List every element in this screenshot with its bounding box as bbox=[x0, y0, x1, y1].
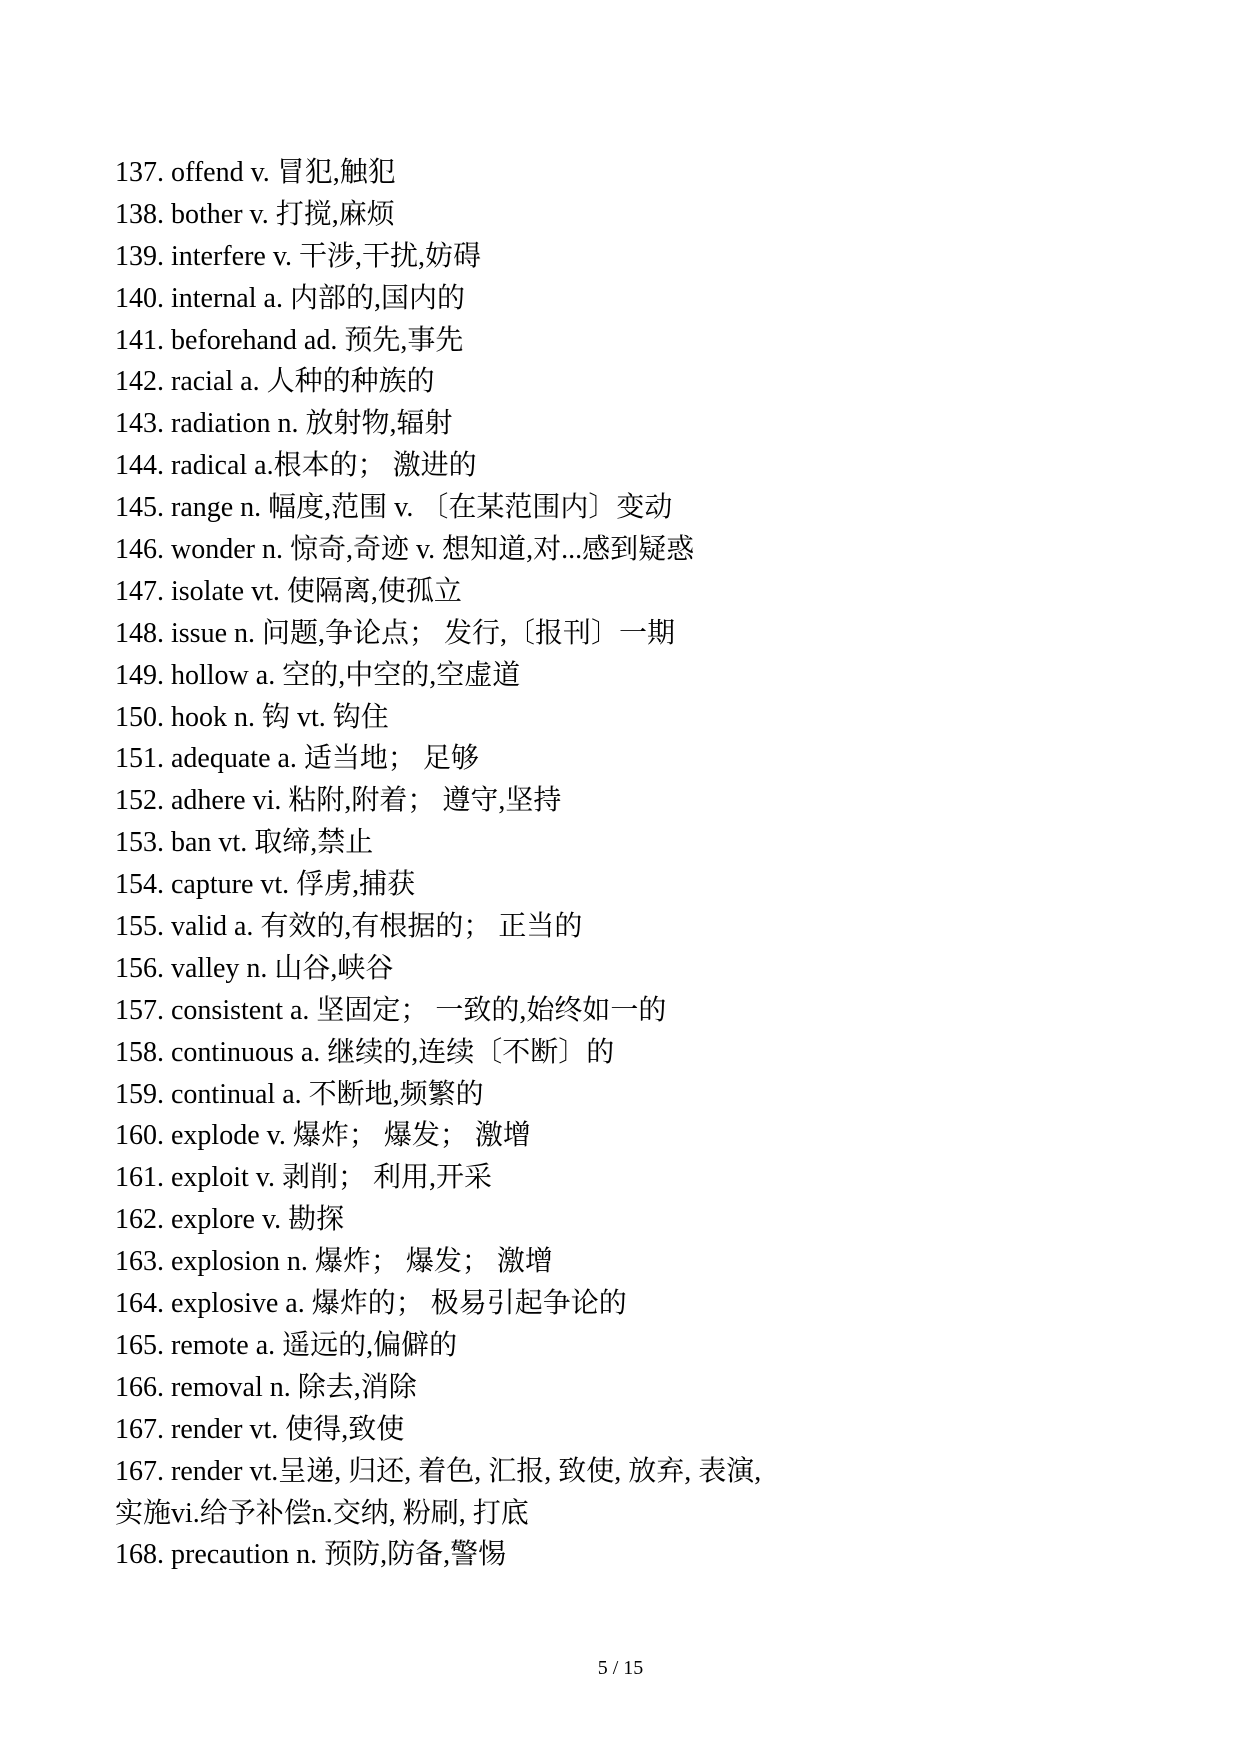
vocab-entry-150-hook: 150. hook n. 钩 vt. 钩住 bbox=[115, 701, 389, 733]
vocab-entry-163-explosion: 163. explosion n. 爆炸； 爆发； 激增 bbox=[115, 1246, 553, 1278]
vocab-entry-143-radiation: 143. radiation n. 放射物,辐射 bbox=[115, 408, 453, 440]
vocab-entry-167-render-extended: 167. render vt.呈递, 归还, 着色, 汇报, 致使, 放弃, 表演, bbox=[115, 1455, 762, 1487]
page-number: 5 / 15 bbox=[597, 1657, 644, 1679]
vocab-entry-151-adequate: 151. adequate a. 适当地； 足够 bbox=[115, 743, 479, 775]
vocab-entry-147-isolate: 147. isolate vt. 使隔离,使孤立 bbox=[115, 575, 462, 607]
vocab-entry-157-consistent: 157. consistent a. 坚固定； 一致的,始终如一的 bbox=[115, 994, 667, 1026]
vocab-entry-168-precaution: 168. precaution n. 预防,防备,警惕 bbox=[115, 1539, 507, 1571]
vocab-entry-152-adhere: 152. adhere vi. 粘附,附着； 遵守,坚持 bbox=[115, 785, 562, 817]
vocab-entry-155-valid: 155. valid a. 有效的,有根据的； 正当的 bbox=[115, 911, 583, 943]
vocab-entry-140-internal: 140. internal a. 内部的,国内的 bbox=[115, 282, 465, 314]
vocab-entry-164-explosive: 164. explosive a. 爆炸的； 极易引起争论的 bbox=[115, 1288, 627, 1320]
vocab-entry-160-explode: 160. explode v. 爆炸； 爆发； 激增 bbox=[115, 1120, 531, 1152]
vocab-entry-148-issue: 148. issue n. 问题,争论点； 发行,〔报刊〕一期 bbox=[115, 617, 676, 649]
vocab-entry-153-ban: 153. ban vt. 取缔,禁止 bbox=[115, 827, 374, 859]
vocab-entry-141-beforehand: 141. beforehand ad. 预先,事先 bbox=[115, 324, 464, 356]
vocab-entry-167-render: 167. render vt. 使得,致使 bbox=[115, 1413, 405, 1445]
vocab-entry-162-explore: 162. explore v. 勘探 bbox=[115, 1204, 345, 1236]
vocab-entry-149-hollow: 149. hollow a. 空的,中空的,空虚道 bbox=[115, 659, 521, 691]
vocab-entry-159-continual: 159. continual a. 不断地,频繁的 bbox=[115, 1078, 484, 1110]
vocab-entry-167-render-continued: 实施vi.给予补偿n.交纳, 粉刷, 打底 bbox=[115, 1497, 529, 1529]
vocab-entry-138-bother: 138. bother v. 打搅,麻烦 bbox=[115, 198, 395, 230]
vocab-entry-142-racial: 142. racial a. 人种的种族的 bbox=[115, 366, 435, 398]
vocabulary-list bbox=[115, 152, 1135, 1576]
vocab-entry-145-range: 145. range n. 幅度,范围 v. 〔在某范围内〕变动 bbox=[115, 492, 673, 524]
vocab-entry-166-removal: 166. removal n. 除去,消除 bbox=[115, 1371, 417, 1403]
vocab-entry-146-wonder: 146. wonder n. 惊奇,奇迹 v. 想知道,对...感到疑惑 bbox=[115, 534, 695, 566]
vocab-entry-154-capture: 154. capture vt. 俘虏,捕获 bbox=[115, 869, 416, 901]
vocab-entry-158-continuous: 158. continuous a. 继续的,连续〔不断〕的 bbox=[115, 1036, 615, 1068]
vocab-entry-144-radical: 144. radical a.根本的； 激进的 bbox=[115, 450, 477, 482]
vocab-entry-137-offend: 137. offend v. 冒犯,触犯 bbox=[115, 157, 396, 188]
vocab-entry-139-interfere: 139. interfere v. 干涉,干扰,妨碍 bbox=[115, 240, 481, 272]
vocab-entry-161-exploit: 161. exploit v. 剥削； 利用,开采 bbox=[115, 1162, 492, 1194]
vocab-entry-165-remote: 165. remote a. 遥远的,偏僻的 bbox=[115, 1329, 458, 1361]
vocab-entry-156-valley: 156. valley n. 山谷,峡谷 bbox=[115, 952, 394, 984]
